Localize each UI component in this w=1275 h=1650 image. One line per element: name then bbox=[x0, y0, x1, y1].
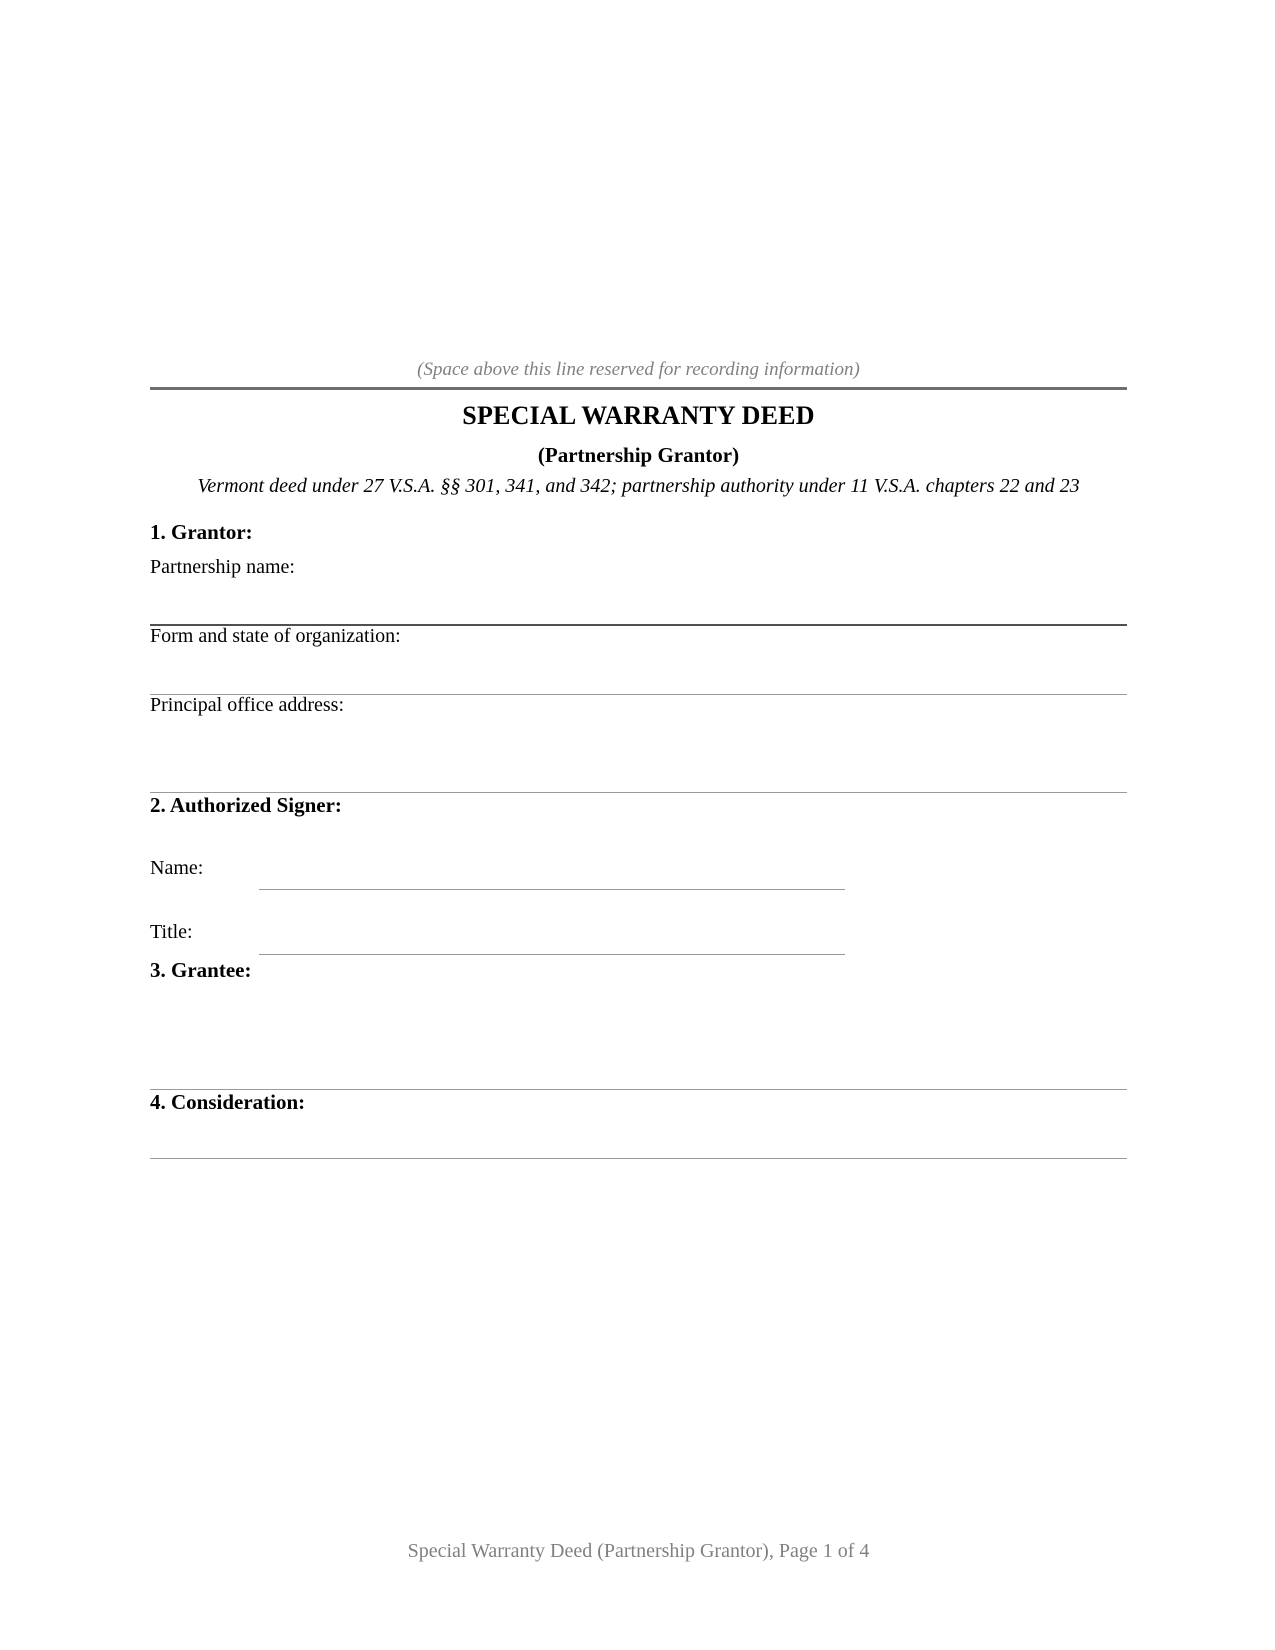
form-state-label: Form and state of organization: bbox=[150, 625, 401, 647]
grantee-heading: 3. Grantee: bbox=[150, 958, 252, 982]
signer-title-label: Title: bbox=[150, 921, 193, 943]
partnership-name-label: Partnership name: bbox=[150, 556, 295, 578]
signer-title-line[interactable] bbox=[259, 954, 845, 955]
document-subtitle: (Partnership Grantor) bbox=[537, 443, 740, 467]
page-footer: Special Warranty Deed (Partnership Grantor), Page 1 of 4 bbox=[407, 1540, 870, 1562]
office-address-label: Principal office address: bbox=[150, 694, 345, 716]
statutory-authority: Vermont deed under 27 V.S.A. §§ 301, 341, and 342; partnership authority under 11 V.S.A. chapters 22 and 23 bbox=[197, 475, 1080, 497]
signer-name-line[interactable] bbox=[259, 889, 845, 890]
recording-divider bbox=[150, 387, 1127, 390]
consideration-line[interactable] bbox=[150, 1158, 1127, 1159]
grantor-heading: 1. Grantor: bbox=[150, 520, 253, 544]
document-title: SPECIAL WARRANTY DEED bbox=[462, 401, 815, 430]
authorized-signer-heading: 2. Authorized Signer: bbox=[150, 793, 342, 817]
recording-space-note: (Space above this line reserved for recording information) bbox=[417, 359, 860, 380]
signer-name-label: Name: bbox=[150, 857, 204, 879]
consideration-heading: 4. Consideration: bbox=[150, 1090, 306, 1114]
